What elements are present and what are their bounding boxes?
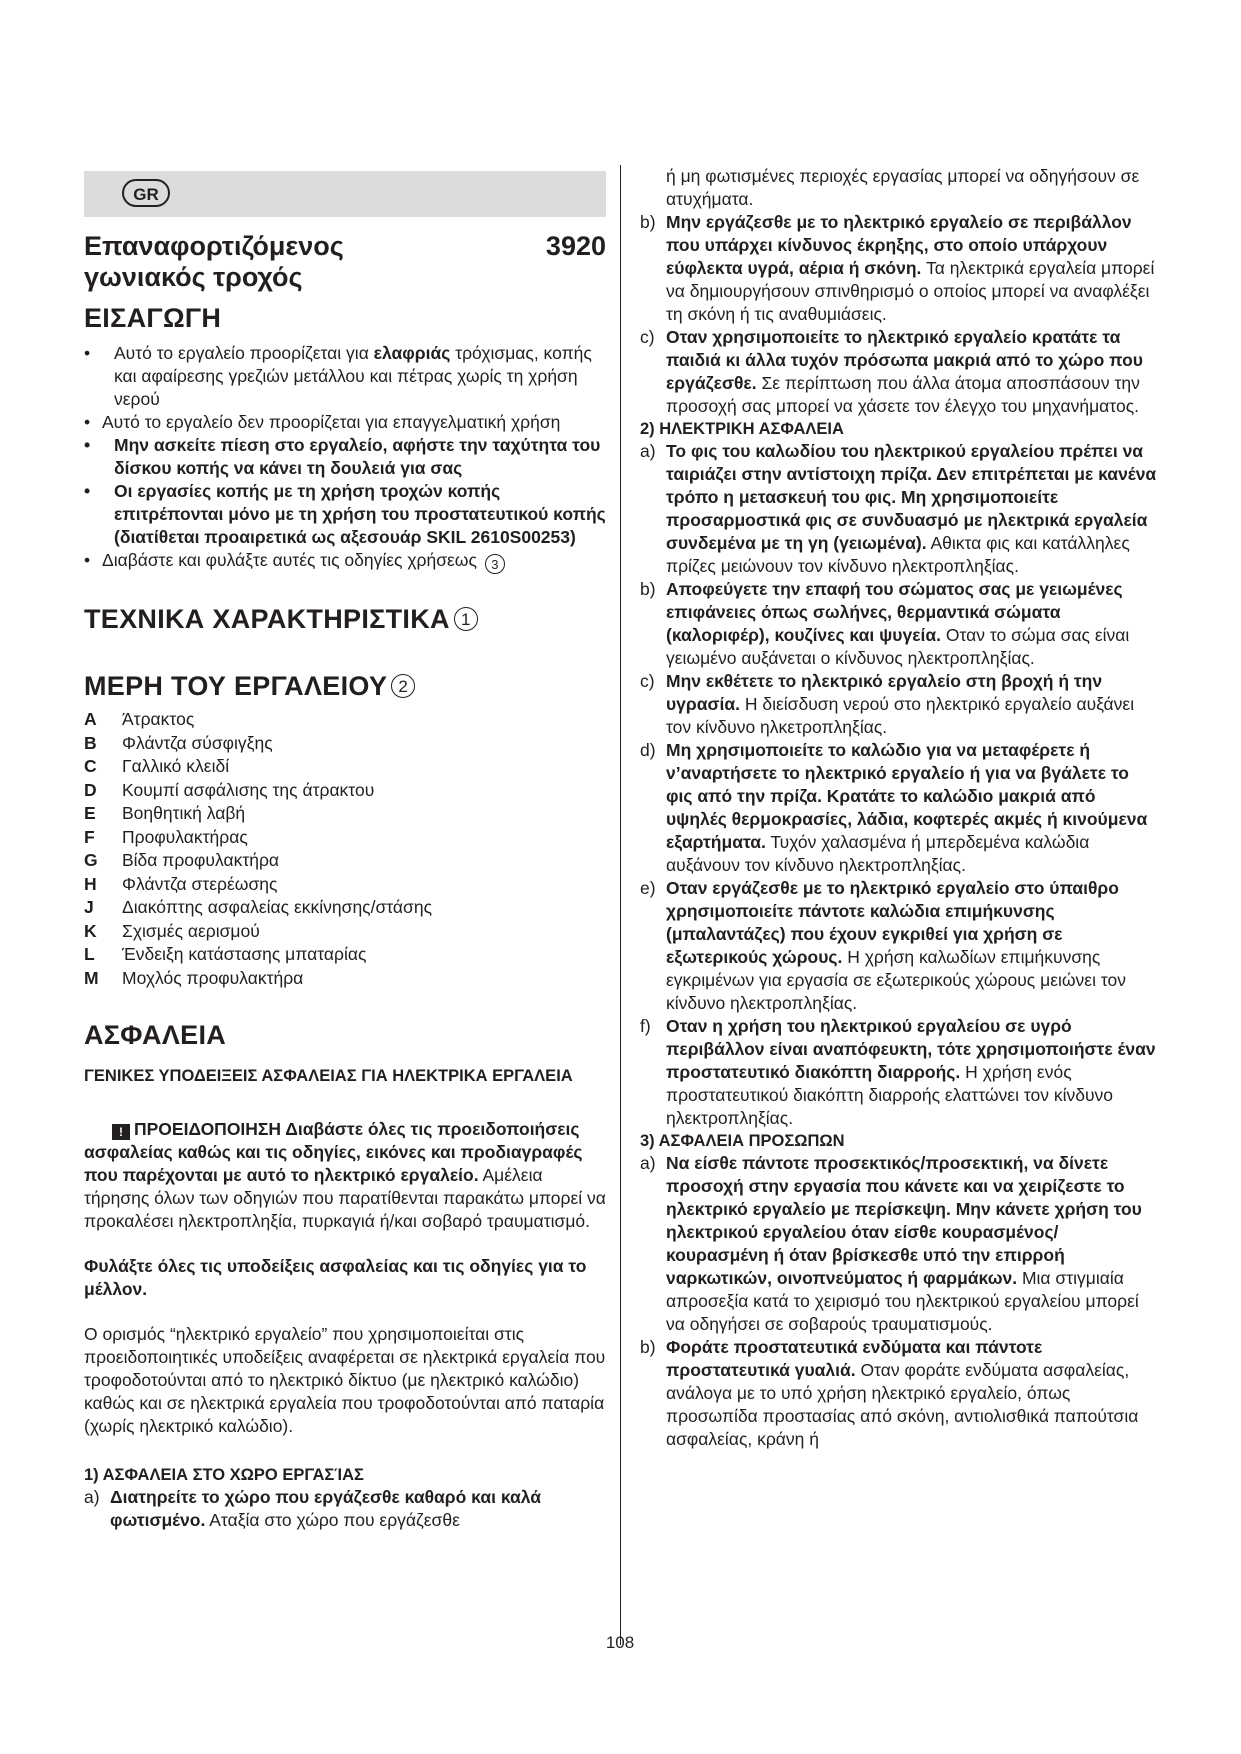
work-area-item-a-continued: ή μη φωτισμένες περιοχές εργασίας μπορεί να οδηγήσουν σε ατυχήματα. — [666, 166, 1140, 209]
part-item — [84, 849, 606, 873]
intro-list — [84, 342, 606, 574]
language-badge: GR — [122, 179, 170, 207]
work-area-item-a: a) Διατηρείτε το χώρο που εργάζεσθε καθαρό και καλά φωτισμένο. Αταξία στο χώρο που εργάζεσθε — [84, 1487, 542, 1530]
intro-bullet-1: • Αυτό το εργαλείο προορίζεται για ελαφριάς τρόχισμας, κοπής και αφαίρεσης γρεζιών μετάλλου και πέτρας χωρίς τη χρήση νερού — [84, 342, 606, 411]
personal-heading: 3) ΑΣΦΑΛΕΙΑ ΠΡΟΣΩΠΩΝ — [640, 1132, 845, 1150]
part-item — [84, 802, 606, 826]
part-item — [84, 755, 606, 779]
electrical-item-b: b) Αποφεύγετε την επαφή του σώματος σας με γειωμένες επιφάνειες όπως σωλήνες, θερμαντικά σώματα (καλοριφέρ), κουζίνες και ψυγεία. Οταν το σώμα σας είναι γειωμένο αυξάνεται ο κίνδυνος ηλεκτροπληξίας. — [640, 579, 1130, 668]
part-item — [84, 708, 606, 732]
figure-ref-2: 2 — [391, 674, 415, 698]
part-key: K — [84, 920, 97, 941]
intro-bullet-4: • Οι εργασίες κοπής με τη χρήση τροχών κοπής επιτρέπονται μόνο με τη χρήση του προστατευτικού κοπής (διατίθεται προαιρετικά ως αξεσουάρ SKIL 2610S00253) — [84, 480, 606, 549]
parts-heading: ΜΕΡΗ ΤΟΥ ΕΡΓΑΛΕΙΟΥ 2 — [84, 671, 606, 702]
electrical-item-d: d) Μη χρησιμοποιείτε το καλώδιο για να μεταφέρετε ή ν’αναρτήσετε το ηλεκτρικό εργαλείο ή για να βγάλετε το φις από την πρίζα. Κρατάτε το καλώδιο μακριά από υψηλές θερμοκρασίες, λάδια, κοφτερές ακμές ή κινούμενα εξαρτήματα. Τυχόν χαλασμένα ή μπερδεμένα καλώδια αυξάνουν τον κίνδυνο ηλεκτροπληξίας. — [640, 740, 1148, 875]
left-column — [84, 171, 606, 1532]
right-column — [640, 165, 1160, 1451]
part-item — [84, 967, 606, 991]
safety-subheading: ΓΕΝΙΚΕΣ ΥΠΟΔΕΙΞΕΙΣ ΑΣΦΑΛΕΙΑΣ ΓΙΑ ΗΛΕΚΤΡΙΚΑ ΕΡΓΑΛΕΙΑ — [84, 1067, 573, 1085]
personal-item-b: b) Φοράτε προστατευτικά ενδύματα και πάντοτε προστατευτικά γυαλιά. Οταν φοράτε ενδύματα ασφαλείας, ανάλογα με το υπό χρήση ηλεκτρικό εργαλείο, όπως προσωπίδα προστασίας από σκόνη, αντιολισθικά παπούτσια ασφαλείας, κράνη ή — [640, 1337, 1139, 1449]
part-item — [84, 779, 606, 803]
part-key: F — [84, 826, 95, 847]
warning-icon: ! — [112, 1124, 130, 1140]
model-number: 3920 — [545, 231, 606, 261]
electrical-heading: 2) ΗΛΕΚΤΡΙΚΗ ΑΣΦΑΛΕΙΑ — [640, 420, 844, 438]
part-item — [84, 943, 606, 967]
column-divider — [620, 165, 621, 1645]
figure-ref-1: 1 — [454, 607, 478, 631]
part-key: E — [84, 803, 96, 823]
part-item — [84, 920, 606, 944]
part-key: J — [84, 897, 94, 917]
part-label: Γαλλικό κλειδί — [122, 756, 230, 776]
intro-bullet-5: • Διαβάστε και φυλάξτε αυτές τις οδηγίες χρήσεως 3 — [84, 549, 606, 574]
part-key: B — [84, 732, 97, 753]
part-label: Μοχλός προφυλακτήρα — [122, 967, 304, 988]
part-key: M — [84, 967, 99, 988]
part-item — [84, 873, 606, 897]
keep-instructions: Φυλάξτε όλες τις υποδείξεις ασφαλείας και τις οδηγίες για το μέλλον. — [84, 1256, 587, 1299]
part-key: D — [84, 779, 97, 800]
electrical-item-a: a) Το φις του καλωδίου του ηλεκτρικού εργαλείου πρέπει να ταιριάζει στην αντίστοιχη πρίζα. Δεν επιτρέπεται με κανένα τρόπο η μετασκευή του φις. Μη χρησιμοποιείτε προσαρμοστικά φις σε συνδυασμό με ηλεκτρικά εργαλεία συνδεμένα με τη γη (γειωμένα). Αθικτα φις και κατάλληλες πρίζες μειώνουν τον κίνδυνο ηλεκτροπληξίας. — [640, 441, 1157, 576]
personal-item-a: a) Να είσθε πάντοτε προσεκτικός/προσεκτική, να δίνετε προσοχή στην εργασία που κάνετε και να χειρίζεστε το ηλεκτρικό εργαλείο με περίσκεψη. Μην κάνετε χρήση του ηλεκτρικού εργαλείου όταν είσθε κουρασμένος/κουρασμένη ή όταν βρίσκεσθε υπό την επιρροή ναρκωτικών, οινοπνεύματος ή φαρμάκων. Μια στιγμιαία απροσεξία κατά το χειρισμό του ηλεκτρικού εργαλείου μπορεί να οδηγήσει σε σοβαρούς τραυματισμούς. — [640, 1153, 1142, 1334]
page-number: 108 — [605, 1633, 635, 1652]
tech-heading: ΤΕΧΝΙΚΑ ΧΑΡΑΚΤΗΡΙΣΤΙΚΑ 1 — [84, 604, 606, 635]
electrical-item-f: f) Οταν η χρήση του ηλεκτρικού εργαλείου σε υγρό περιβάλλον είναι αναπόφευκτη, τότε χρησιμοποιήστε έναν προστατευτικό διακόπτη διαρροής. Η χρήση ενός προστατευτικού διακόπτη διαρροής ελαττώνει τον κίνδυνο ηλεκτροπληξίας. — [640, 1016, 1156, 1128]
part-label: Φλάντζα στερέωσης — [122, 873, 278, 894]
part-item — [84, 826, 606, 850]
work-area-item-b: b) Μην εργάζεσθε με το ηλεκτρικό εργαλείο σε περιβάλλον που υπάρχει κίνδυνος έκρηξης, στο οποίο υπάρχουν εύφλεκτα υγρά, αέρια ή σκόνη. Τα ηλεκτρικά εργαλεία μπορεί να δημιουργήσουν σπινθηρισμό ο οποίος μπορεί να αναφλέξει τη σκόνη ή τις αναθυμιάσεις. — [640, 212, 1155, 324]
part-key: L — [84, 944, 95, 964]
part-key: C — [84, 756, 97, 776]
title-row — [84, 231, 606, 293]
part-label: Ένδειξη κατάστασης μπαταρίας — [122, 944, 367, 964]
part-key: H — [84, 873, 97, 894]
electrical-item-c: c) Μην εκθέτετε το ηλεκτρικό εργαλείο στη βροχή ή την υγρασία. Η διείσδυση νερού στο ηλεκτρικό εργαλείο αυξάνει τον κίνδυνο ηλκετροπληξίας. — [640, 671, 1135, 737]
language-bar — [84, 171, 606, 217]
electrical-item-e: e) Οταν εργάζεσθε με το ηλεκτρικό εργαλείο στο ύπαιθρο χρησιμοποιείτε πάντοτε καλώδια επιμήκυνσης (μπαλαντάζες) που έχουν εγκριθεί για χρήση σε εξωτερικούς χώρους. Η χρήση καλωδίων επιμήκυνσης εγκριμένων για εργασία σε εξωτερικούς χώρους μειώνει τον κίνδυνο ηλεκτροπληξίας. — [640, 878, 1126, 1013]
work-area-heading: 1) ΑΣΦΑΛΕΙΑ ΣΤΟ ΧΩΡΟ ΕΡΓΑΣΊΑΣ — [84, 1466, 364, 1484]
safety-heading: ΑΣΦΑΛΕΙΑ — [84, 1020, 227, 1050]
intro-bullet-2: • Αυτό το εργαλείο δεν προορίζεται για επαγγελματική χρήση — [84, 411, 606, 434]
intro-bullet-3: • Μην ασκείτε πίεση στο εργαλείο, αφήστε την ταχύτητα του δίσκου κοπής να κάνει τη δουλειά για σας — [84, 434, 606, 480]
part-label: Φλάντζα σύσφιγξης — [122, 732, 273, 753]
part-label: Προφυλακτήρας — [122, 826, 248, 847]
part-label: Διακόπτης ασφαλείας εκκίνησης/στάσης — [122, 897, 433, 917]
part-item — [84, 896, 606, 920]
part-key: G — [84, 850, 98, 870]
part-label: Βοηθητική λαβή — [122, 803, 246, 823]
parts-list — [84, 708, 606, 990]
product-title: Επαναφορτιζόμενος γωνιακός τροχός — [84, 231, 344, 292]
part-label: Σχισμές αερισμού — [122, 920, 260, 941]
warning-paragraph: ! ΠΡΟΕΙΔΟΠΟΙΗΣΗ Διαβάστε όλες τις προειδοποιήσεις ασφαλείας καθώς και τις οδηγίες, εικόνες και προδιαγραφές που παρέχονται με αυτό το ηλεκτρικό εργαλείο. Αμέλεια τήρησης όλων των οδηγιών που παρατίθενται παρακάτω μπορεί να προκαλέσει ηλεκτροπληξία, πυρκαγιά ή/και σοβαρό τραυματισμό. — [84, 1119, 606, 1231]
figure-ref-3: 3 — [485, 554, 505, 574]
part-label: Άτρακτος — [122, 709, 195, 729]
part-label: Βίδα προφυλακτήρα — [122, 850, 280, 870]
work-area-item-c: c) Οταν χρησιμοποιείτε το ηλεκτρικό εργαλείο κρατάτε τα παιδιά κι άλλα τυχόν πρόσωπα μακριά από το χώρο που εργάζεσθε. Σε περίπτωση που άλλα άτομα αποσπάσουν την προσοχή σας μπορεί να χάσετε τον έλεγχο του μηχανήματος. — [640, 327, 1143, 416]
definition-paragraph: Ο ορισμός “ηλεκτρικό εργαλείο” που χρησιμοποιείται στις προειδοποιητικές υποδείξεις αναφέρεται σε ηλεκτρικά εργαλεία που τροφοδοτούνται από το ηλεκτρικό δίκτυο (με ηλεκτρικό καλώδιο) καθώς και σε ηλεκτρικά εργαλεία που τροφοδοτούνται από παταρία (χωρίς ηλεκτρικό καλώδιο). — [84, 1324, 606, 1436]
part-key: A — [84, 709, 97, 729]
part-label: Κουμπί ασφάλισης της άτρακτου — [122, 779, 375, 800]
intro-heading: ΕΙΣΑΓΩΓΗ — [84, 303, 222, 333]
part-item — [84, 732, 606, 756]
